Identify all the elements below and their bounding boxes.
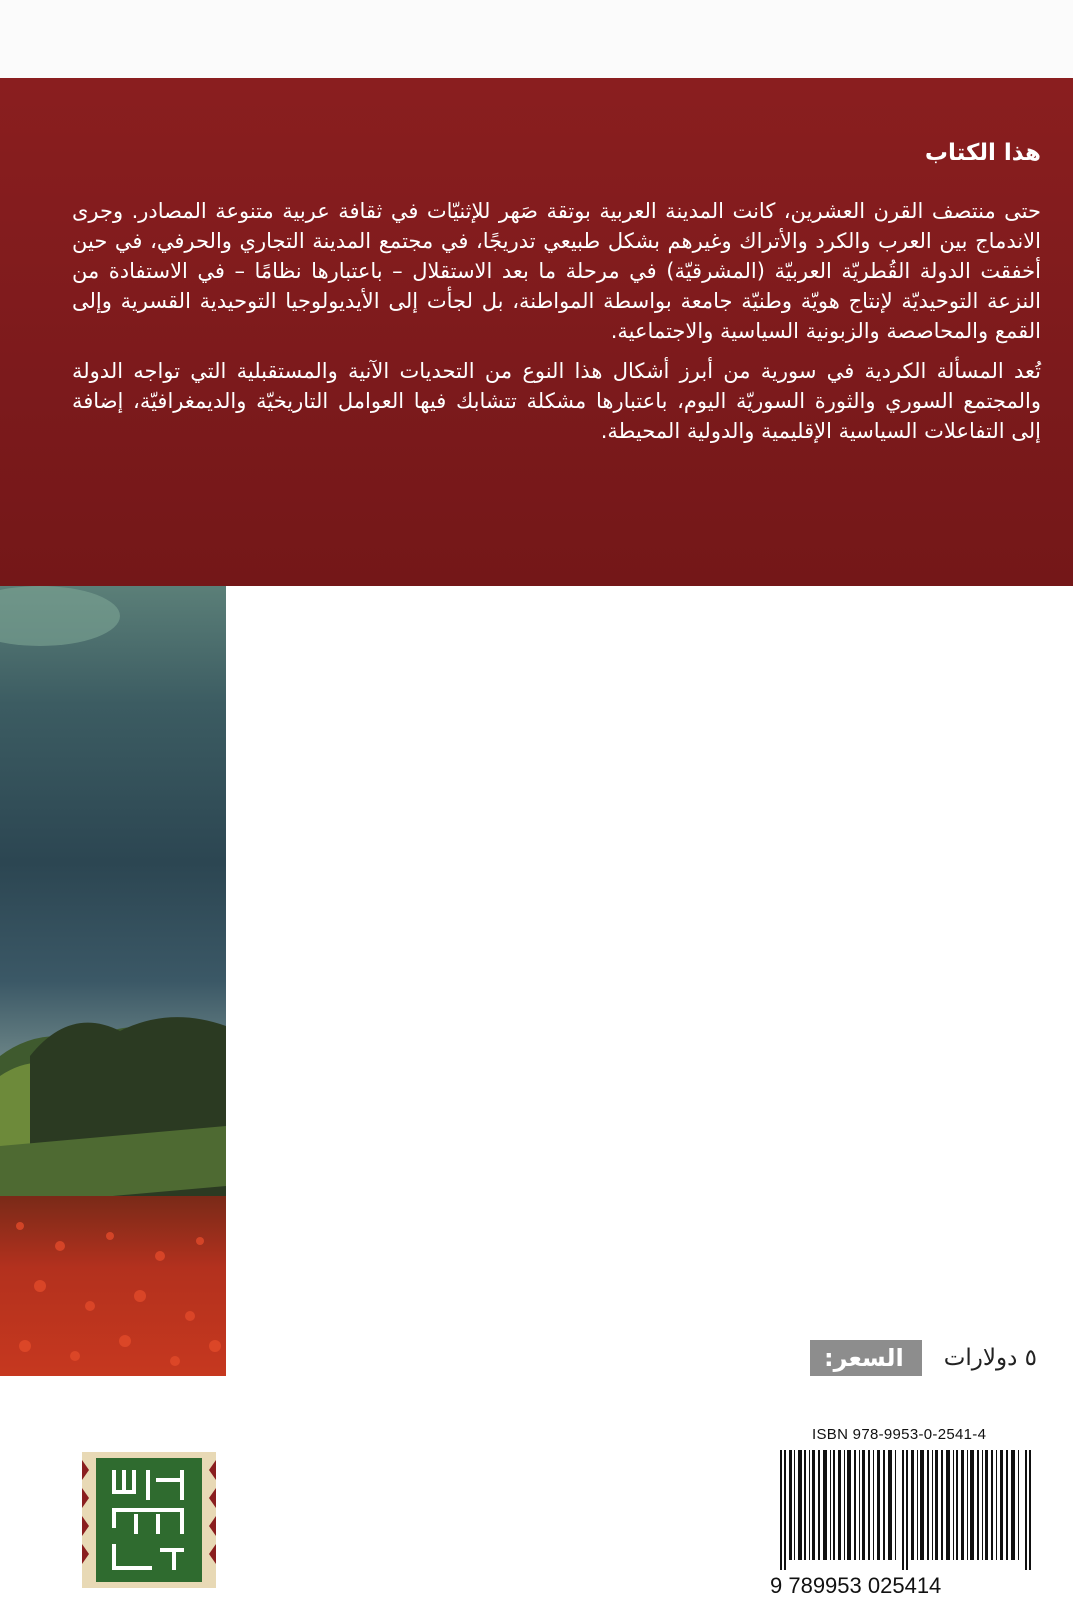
barcode-digits: 9 789953 025414 xyxy=(770,1573,942,1598)
landscape-photo xyxy=(0,586,226,1376)
blurb-paragraph-2: تُعد المسألة الكردية في سورية من أبرز أشكال هذا النوع من التحديات الآنية والمستقبلية التي تواجه الدولة والمجتمع السوري والثورة السوريّة اليوم، باعتبارها مشكلة تتشابك فيها العوامل التاريخيّة والديمغرافيّة، إضافة إلى التفاعلات السياسية الإقليمية والدولية المحيطة. xyxy=(72,359,1041,443)
isbn-text: ISBN 978-9953-0-2541-4 xyxy=(812,1426,987,1443)
blurb-content xyxy=(72,140,1041,456)
blurb-paragraph-1: حتى منتصف القرن العشرين، كانت المدينة العربية بوتقة صَهر للإثنيّات في ثقافة عربية متنوعة المصادر. وجرى الاندماج بين العرب والكرد والأتراك وغيرهم بشكل طبيعي تدريجًا، في مجتمع المدينة التجاري والحرفي، في حين أخفقت الدولة القُطريّة العربيّة (المشرقيّة) في مرحلة ما بعد الاستقلال – باعتبارها نظامًا – في الاستفادة من النزعة التوحيديّة لإنتاج هويّة وطنيّة جامعة بواسطة المواطنة، بل لجأت إلى الأيديولوجيا التوحيدية القسرية وإلى القمع والمحاصصة والزبونية السياسية والاجتماعية. xyxy=(72,199,1041,343)
top-margin xyxy=(0,0,1073,78)
blurb-heading: هذا الكتاب xyxy=(924,140,1041,166)
isbn-barcode xyxy=(780,1450,1035,1570)
price-value: ٥ دولارات xyxy=(943,1345,1037,1371)
price-row xyxy=(810,1340,1037,1376)
landscape-photo-strip xyxy=(0,586,226,1376)
price-label: السعر: xyxy=(810,1340,922,1376)
back-cover-blurb-panel xyxy=(0,78,1073,586)
publisher-logo-icon xyxy=(82,1452,216,1588)
